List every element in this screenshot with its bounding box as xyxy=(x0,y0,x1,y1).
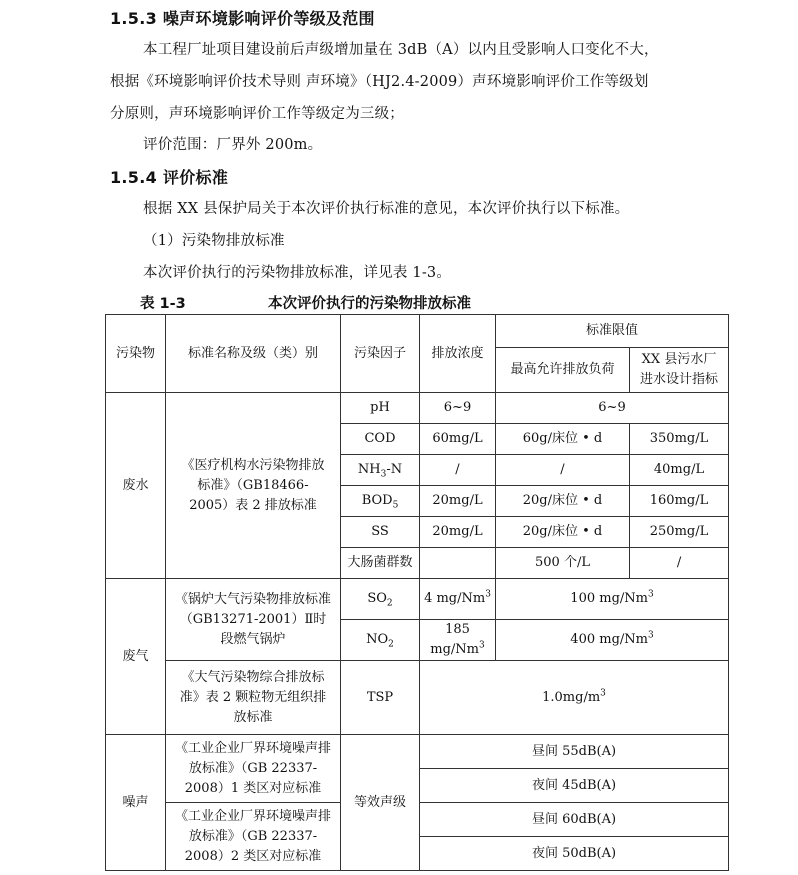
plant-ss: 250mg/L xyxy=(630,517,729,548)
pollutant-standards-table xyxy=(105,314,729,871)
paragraph-line: 根据 XX 县保护局关于本次评价执行标准的意见，本次评价执行以下标准。 xyxy=(143,201,630,217)
paragraph-line: 根据《环境影响评价技术导则 声环境》（HJ2.4-2009）声环境影响评价工作等级划 xyxy=(110,74,649,90)
load-ss: 20g/床位 • d xyxy=(496,517,630,548)
exhaust-standard-boiler: 《锅炉大气污染物排放标准（GB13271-2001）Ⅱ时段燃气锅炉 xyxy=(166,579,341,661)
table-caption-title: 本次评价执行的污染物排放标准 xyxy=(268,296,471,312)
header-factor: 污染因子 xyxy=(341,315,420,393)
conc-ph: 6~9 xyxy=(420,393,496,424)
factor-ss: SS xyxy=(341,517,420,548)
paragraph-line: 评价范围：厂界外 200m。 xyxy=(143,137,323,153)
category-wastewater: 废水 xyxy=(106,393,166,579)
wastewater-standard: 《医疗机构水污染物排放标准》（GB18466-2005）表 2 排放标准 xyxy=(166,393,341,579)
header-standard: 标准名称及级（类）别 xyxy=(166,315,341,393)
noise-standard-class1: 《工业企业厂界环境噪声排放标准》（GB 22337-2008）1 类区对应标准 xyxy=(166,735,341,803)
conc-ss: 20mg/L xyxy=(420,517,496,548)
category-noise: 噪声 xyxy=(106,735,166,871)
conc-nh3n: / xyxy=(420,455,496,486)
conc-coliform xyxy=(420,548,496,579)
factor-equivalent-sound-level: 等效声级 xyxy=(341,735,420,871)
plant-cod: 350mg/L xyxy=(630,424,729,455)
conc-cod: 60mg/L xyxy=(420,424,496,455)
load-nh3n: / xyxy=(496,455,630,486)
header-limits: 标准限值 xyxy=(496,315,729,348)
header-xx-plant: XX 县污水厂 进水设计指标 xyxy=(630,348,729,393)
limit-no2: 400 mg/Nm$^3$ xyxy=(496,620,729,661)
load-bod5: 20g/床位 • d xyxy=(496,486,630,517)
plant-coliform: / xyxy=(630,548,729,579)
paragraph-line: 分原则，声环境影响评价工作等级定为三级； xyxy=(110,106,404,122)
factor-bod5: $BOD_5$ xyxy=(341,486,420,517)
plant-bod5: 160mg/L xyxy=(630,486,729,517)
factor-nh3n: $NH_3-N$ xyxy=(341,455,420,486)
header-max-load: 最高允许排放负荷 xyxy=(496,348,630,393)
list-item-heading: （1）污染物排放标准 xyxy=(143,233,285,249)
noise-limit-day-class1: 昼间 55dB(A) xyxy=(420,735,729,769)
factor-coliform: 大肠菌群数 xyxy=(341,548,420,579)
limit-ph: 6~9 xyxy=(496,393,729,424)
factor-no2: $NO_2$ xyxy=(341,620,420,661)
header-pollutant: 污染物 xyxy=(106,315,166,393)
noise-limit-night-class1: 夜间 45dB(A) xyxy=(420,769,729,803)
conc-bod5: 20mg/L xyxy=(420,486,496,517)
load-coliform: 500 个/L xyxy=(496,548,630,579)
paragraph-line: 本工程厂址项目建设前后声级增加量在 3dB（A）以内且受影响人口变化不大， xyxy=(143,42,659,58)
section-1-5-4-heading: 1.5.4 评价标准 xyxy=(110,168,229,187)
plant-nh3n: 40mg/L xyxy=(630,455,729,486)
noise-limit-day-class2: 昼间 60dB(A) xyxy=(420,803,729,837)
load-cod: 60g/床位 • d xyxy=(496,424,630,455)
header-concentration: 排放浓度 xyxy=(420,315,496,393)
exhaust-standard-integrated: 《大气污染物综合排放标准》表 2 颗粒物无组织排放标准 xyxy=(166,661,341,735)
conc-so2: 4 mg/Nm$^3$ xyxy=(420,579,496,620)
paragraph-line: 本次评价执行的污染物排放标准，详见表 1-3。 xyxy=(143,265,452,281)
factor-ph: pH xyxy=(341,393,420,424)
factor-tsp: TSP xyxy=(341,661,420,735)
limit-so2: 100 mg/Nm$^3$ xyxy=(496,579,729,620)
noise-standard-class2: 《工业企业厂界环境噪声排放标准》（GB 22337-2008）2 类区对应标准 xyxy=(166,803,341,871)
conc-no2: 185 mg/Nm$^3$ xyxy=(420,620,496,661)
factor-cod: COD xyxy=(341,424,420,455)
factor-so2: $SO_2$ xyxy=(341,579,420,620)
noise-limit-night-class2: 夜间 50dB(A) xyxy=(420,837,729,871)
limit-tsp: $1.0mg/m^3$ xyxy=(420,661,729,735)
section-1-5-3-heading: 1.5.3 噪声环境影响评价等级及范围 xyxy=(110,9,375,28)
category-exhaust: 废气 xyxy=(106,579,166,735)
table-caption-number: 表 1-3 xyxy=(140,296,186,312)
